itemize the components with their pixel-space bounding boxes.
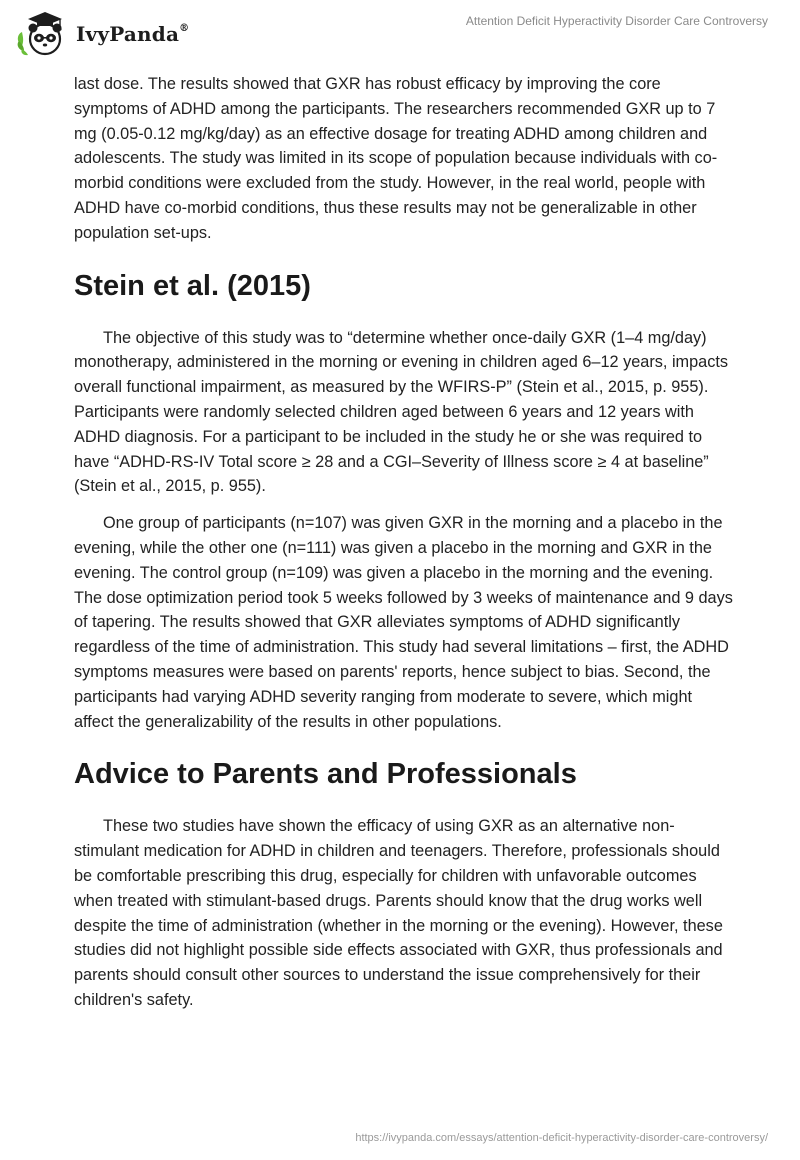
intro-paragraph: last dose. The results showed that GXR has robust efficacy by improving the core symptoms of ADHD among the participants. The researchers recommended GXR up to 7 mg (0.05-0.12 mg/kg/day) as an effective dosage for treating ADHD among children and adolescents. The study was limited in its scope of population because individuals with co-morbid conditions were excluded from the study. However, in the real world, people with ADHD have co-morbid conditions, thus these results may not be generalizable in other population set-ups. <box>74 75 718 242</box>
ivypanda-logo[interactable] <box>14 6 189 62</box>
panda-graduation-cap-icon <box>14 6 70 62</box>
stein-paragraph-1: The objective of this study was to “determine whether once-daily GXR (1–4 mg/day) monotherapy, administered in the morning or evening in children aged 6–12 years, impacts overall functional impairment, as measured by the WFIRS-P” (Stein et al., 2015, p. 955). Participants were randomly selected children aged between 6 years and 12 years with ADHD diagnosis. For a participant to be included in the study he or she was required to have “ADHD-RS-IV Total score ≥ 28 and a CGI–Severity of Illness score ≥ 4 at baseline” (Stein et al., 2015, p. 955). <box>74 328 729 496</box>
section-heading-stein: Stein et al. (2015) <box>74 269 311 302</box>
document-title: Attention Deficit Hyperactivity Disorder Care Controversy <box>465 14 768 28</box>
stein-paragraph-2: One group of participants (n=107) was given GXR in the morning and a placebo in the evening, while the other one (n=111) was given a placebo in the morning and GXR in the evening. The control group (n=109) was given a placebo in the morning and the evening. The dose optimization period took 5 weeks followed by 3 weeks of maintenance and 9 days of tapering. The results showed that GXR alleviates symptoms of ADHD significantly regardless of the time of administration. This study had several limitations – first, the ADHD symptoms measures were based on parents' reports, hence subject to bias. Second, the participants had varying ADHD severity ranging from moderate to severe, which might affect the generalizability of the results in other populations. <box>74 514 733 731</box>
page-header <box>0 0 800 70</box>
advice-paragraph-1: These two studies have shown the efficacy of using GXR as an alternative non-stimulant medication for ADHD in children and teenagers. Therefore, professionals should be comfortable prescribing this drug, especially for children with unfavorable outcomes when treated with stimulant-based drugs. Parents should know that the drug works well despite the time of administration (whether in the morning or the evening). However, these studies did not highlight possible side effects associated with GXR, thus professionals and parents should consult other sources to understand the issue comprehensively for their children's safety. <box>74 817 723 1009</box>
source-url-link[interactable]: https://ivypanda.com/essays/attention-deficit-hyperactivity-disorder-care-controversy/ <box>355 1132 768 1144</box>
essay-content <box>74 72 734 1025</box>
registered-mark: ® <box>179 23 190 35</box>
section-heading-advice: Advice to Parents and Professionals <box>74 758 577 791</box>
brand-name: IvyPanda® <box>76 22 190 46</box>
